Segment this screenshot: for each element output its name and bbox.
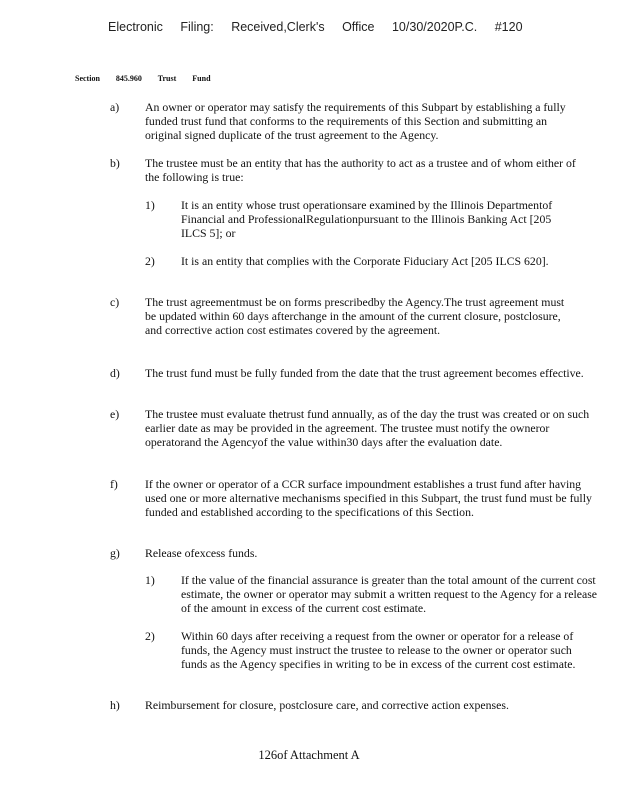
header-filing: Filing: bbox=[180, 20, 214, 34]
item-b1-text: It is an entity whose trust operationsare examined by the Illinois Departmentof Financial and ProfessionalRegulationpursuant to the Illinois Banking Act [205 ILCS 5]; or bbox=[181, 198, 553, 240]
item-f-text: If the owner or operator of a CCR surface impoundment establishes a trust fund after having used one or more alternative mechanisms specified in this Subpart, the trust fund must be fully funded and established according to the specifications of this Section. bbox=[145, 477, 592, 519]
item-e-label: e) bbox=[110, 407, 120, 421]
item-g-text: Release ofexcess funds. bbox=[145, 546, 258, 560]
section-heading bbox=[75, 74, 225, 83]
item-g-label: g) bbox=[110, 546, 120, 560]
section-number: 845.960 bbox=[115, 74, 142, 83]
item-g2-label: 2) bbox=[145, 629, 155, 643]
item-f-label: f) bbox=[110, 477, 118, 491]
item-b1-label: 1) bbox=[145, 198, 155, 212]
item-a-text: An owner or operator may satisfy the requirements of this Subpart by establishing a fully funded trust fund that conforms to the requirements of this Section and submitting an original signed duplicate of the trust agreement to the Agency. bbox=[145, 100, 566, 142]
item-h-label: h) bbox=[110, 698, 120, 712]
item-g2-text: Within 60 days after receiving a request from the owner or operator for a release of funds, the Agency must instruct the trustee to release to the owner or operator such funds as the Agency specifies in writing to be in excess of the current cost estimate. bbox=[181, 629, 576, 671]
item-b-text: The trustee must be an entity that has the authority to act as a trustee and of whom either of the following is true: bbox=[145, 156, 576, 184]
header-date: 10/30/2020P.C. bbox=[391, 20, 478, 34]
item-d-text: The trust fund must be fully funded from the date that the trust agreement becomes effective. bbox=[145, 366, 584, 380]
header-office: Office bbox=[342, 20, 375, 34]
section-label: Section bbox=[75, 74, 100, 83]
item-c-label: c) bbox=[110, 295, 120, 309]
item-e-text: The trustee must evaluate thetrust fund annually, as of the day the trust was created or on such earlier date as may be provided in the agreement. The trustee must notify the owneror operatorand the Agencyof the value within30 days after the evaluation date. bbox=[145, 407, 590, 449]
item-b-label: b) bbox=[110, 156, 120, 170]
item-d-label: d) bbox=[110, 366, 120, 380]
filing-header bbox=[108, 20, 537, 34]
item-b2-label: 2) bbox=[145, 254, 155, 268]
header-received: Received,Clerk's bbox=[231, 20, 325, 34]
item-h-text: Reimbursement for closure, postclosure care, and corrective action expenses. bbox=[145, 698, 509, 712]
item-c-text: The trust agreementmust be on forms prescribedby the Agency.The trust agreement must be updated within 60 days afterchange in the amount of the current closure, postclosure, and corrective action cost estimates covered by the agreement. bbox=[145, 295, 565, 337]
header-number: #120 bbox=[494, 20, 523, 34]
item-g1-text: If the value of the financial assurance is greater than the total amount of the current cost estimate, the owner or operator may submit a written request to the Agency for a release of the amount in excess of the current cost estimate. bbox=[181, 573, 598, 615]
item-a-label: a) bbox=[110, 100, 120, 114]
section-title-trust: Trust bbox=[157, 74, 177, 83]
page-footer: 126of Attachment A bbox=[258, 748, 360, 762]
item-b2-text: It is an entity that complies with the Corporate Fiduciary Act [205 ILCS 620]. bbox=[181, 254, 549, 268]
header-electronic: Electronic bbox=[108, 20, 163, 34]
section-title-fund: Fund bbox=[192, 74, 211, 83]
item-g1-label: 1) bbox=[145, 573, 155, 587]
